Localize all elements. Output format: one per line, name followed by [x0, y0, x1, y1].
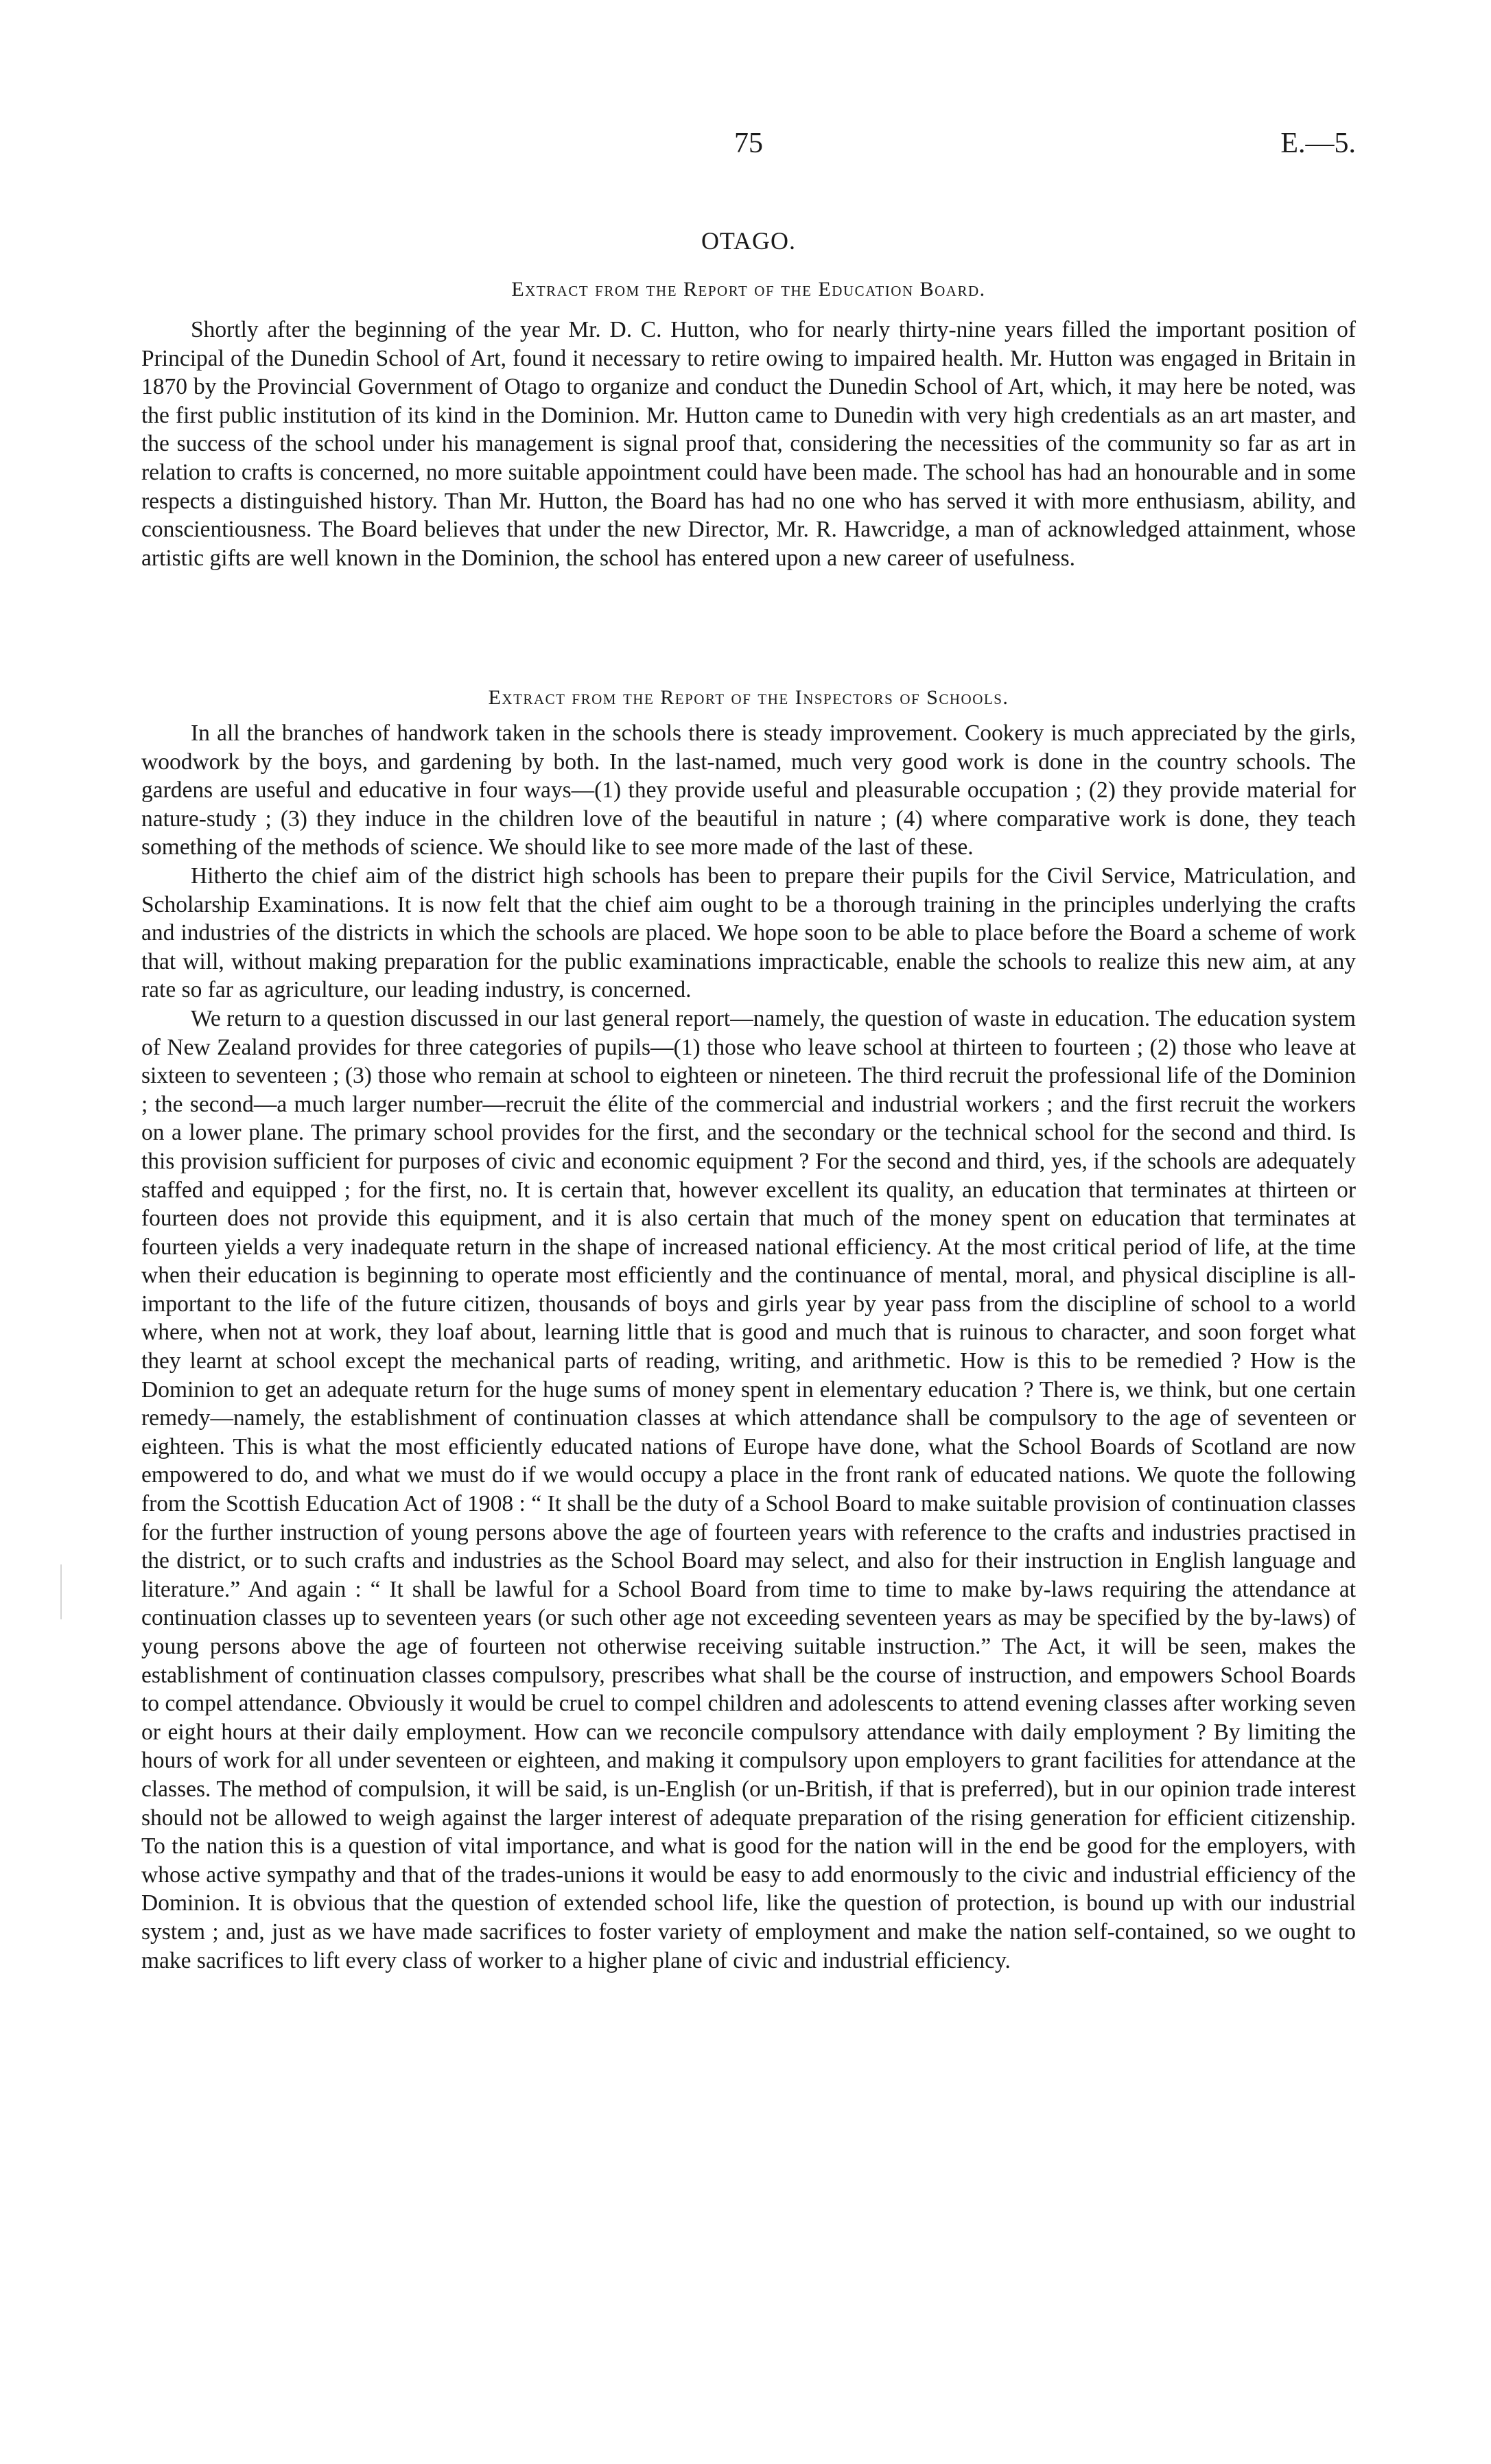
page-number: 75	[734, 128, 763, 159]
section-body-education-board	[141, 316, 1356, 572]
paragraph: Hitherto the chief aim of the district high schools has been to prepare their pupils for the Civil Service, Matriculation, and Scholarship Examinations. It is now felt that the chief aim ought to be a thorough training in the principles underlying the crafts and industries of the districts in which the schools are placed. We hope soon to be able to place before the Board a scheme of work that will, without making preparation for the public examinations impracticable, enable the schools to realize this new aim, at any rate so far as agriculture, our leading industry, is concerned.	[141, 863, 1356, 1003]
section-heading-education-board: Extract from the Report of the Education Board.	[511, 278, 986, 301]
section-body-inspectors	[141, 719, 1356, 1975]
paragraph: We return to a question discussed in our last general report—namely, the question of waste in education. The education system of New Zealand provides for three categories of pupils—(1) those who leave school at thirteen to fourteen ; (2) those who leave at sixteen to seventeen ; (3) those who remain at school to eighteen or nineteen. The third recruit the professional life of the Dominion ; the second—a much larger number—recruit the élite of the commercial and industrial workers ; and the first recruit the workers on a lower plane. The primary school provides for the first, and the secondary or the technical school for the second and third. Is this provision sufficient for purposes of civic and economic equipment ? For the second and third, yes, if the schools are adequately staffed and equipped ; for the first, no. It is certain that, however excellent its quality, an education that terminates at thirteen or fourteen does not provide this equipment, and it is also certain that much of the money spent on education that terminates at fourteen yields a very inadequate return in the shape of increased national efficiency. At the most critical period of life, at the time when their education is beginning to operate most efficiently and the continuance of mental, moral, and physical discipline is all-important to the life of the future citizen, thousands of boys and girls year by year pass from the discipline of school to a world where, when not at work, they loaf about, learning little that is good and much that is ruinous to character, and soon forget what they learnt at school except the mechanical parts of reading, writing, and arithmetic. How is this to be remedied ? How is the Dominion to get an adequate return for the huge sums of money spent in elementary education ? There is, we think, but one certain remedy—namely, the establishment of continuation classes at which attendance shall be compulsory to the age of seventeen or eighteen. This is what the most efficiently educated nations of Europe have done, what the School Boards of Scotland are now empowered to do, and what we must do if we would occupy a place in the front rank of educated nations. We quote the following from the Scottish Education Act of 1908 : “ It shall be the duty of a School Board to make suitable provision of continuation classes for the further instruction of young persons above the age of fourteen years with reference to the crafts and industries practised in the district, or to such crafts and industries as the School Board may select, and also for their instruction in English language and literature.” And again : “ It shall be lawful for a School Board from time to time to make by-laws requiring the attendance at continuation classes up to seventeen years (or such other age not exceeding seventeen years as may be specified by the by-laws) of young persons above the age of fourteen not otherwise receiving suitable instruction.” The Act, it will be seen, makes the establishment of continuation classes compulsory, prescribes what shall be the course of instruction, and empowers School Boards to compel attendance. Obviously it would be cruel to compel children and adolescents to attend evening classes after working seven or eight hours at their daily employment. How can we reconcile compulsory attendance with daily employment ? By limiting the hours of work for all under seventeen or eighteen, and making it compulsory upon employers to grant facilities for attendance at the classes. The method of compulsion, it will be said, is un-English (or un-British, if that is preferred), but in our opinion trade interest should not be allowed to weigh against the larger interest of adequate preparation of the rising generation for efficient citizenship. To the nation this is a question of vital importance, and what is good for the nation will in the end be good for the employers, with whose active sympathy and that of the trades-unions it would be easy to add enormously to the civic and industrial efficiency of the Dominion. It is obvious that the question of extended school life, like the question of protection, is bound up with our industrial system ; and, just as we have made sacrifices to foster variety of employment and make the nation self-contained, so we ought to make sacrifices to lift every class of worker to a higher plane of civic and industrial efficiency.	[141, 1005, 1356, 1973]
page-header	[141, 127, 1356, 168]
region-title: OTAGO.	[701, 227, 797, 255]
margin-mark	[60, 1564, 62, 1619]
section-heading-inspectors: Extract from the Report of the Inspectors of Schools.	[488, 686, 1009, 709]
document-reference: E.—5.	[1280, 128, 1356, 159]
paragraph: Shortly after the beginning of the year Mr. D. C. Hutton, who for nearly thirty-nine years filled the important position of Principal of the Dunedin School of Art, found it necessary to retire owing to impaired health. Mr. Hutton was engaged in Britain in 1870 by the Provincial Government of Otago to organize and conduct the Dunedin School of Art, which, it may here be noted, was the first public institution of its kind in the Dominion. Mr. Hutton came to Dunedin with very high credentials as an art master, and the success of the school under his management is signal proof that, considering the necessities of the community so far as art in relation to crafts is concerned, no more suitable appointment could have been made. The school has had an honourable and in some respects a distinguished history. Than Mr. Hutton, the Board has had no one who has served it with more enthusiasm, ability, and conscientiousness. The Board believes that under the new Director, Mr. R. Hawcridge, a man of acknowledged attainment, whose artistic gifts are well known in the Dominion, the school has entered upon a new career of usefulness.	[141, 317, 1356, 571]
paragraph: In all the branches of handwork taken in the schools there is steady improvement. Cookery is much appreciated by the girls, woodwork by the boys, and gardening by both. In the last-named, much very good work is done in the country schools. The gardens are useful and educative in four ways—(1) they provide useful and pleasurable occupation ; (2) they provide material for nature-study ; (3) they induce in the children love of the beautiful in nature ; (4) where comparative work is done, they teach something of the methods of science. We should like to see more made of the last of these.	[141, 720, 1356, 860]
